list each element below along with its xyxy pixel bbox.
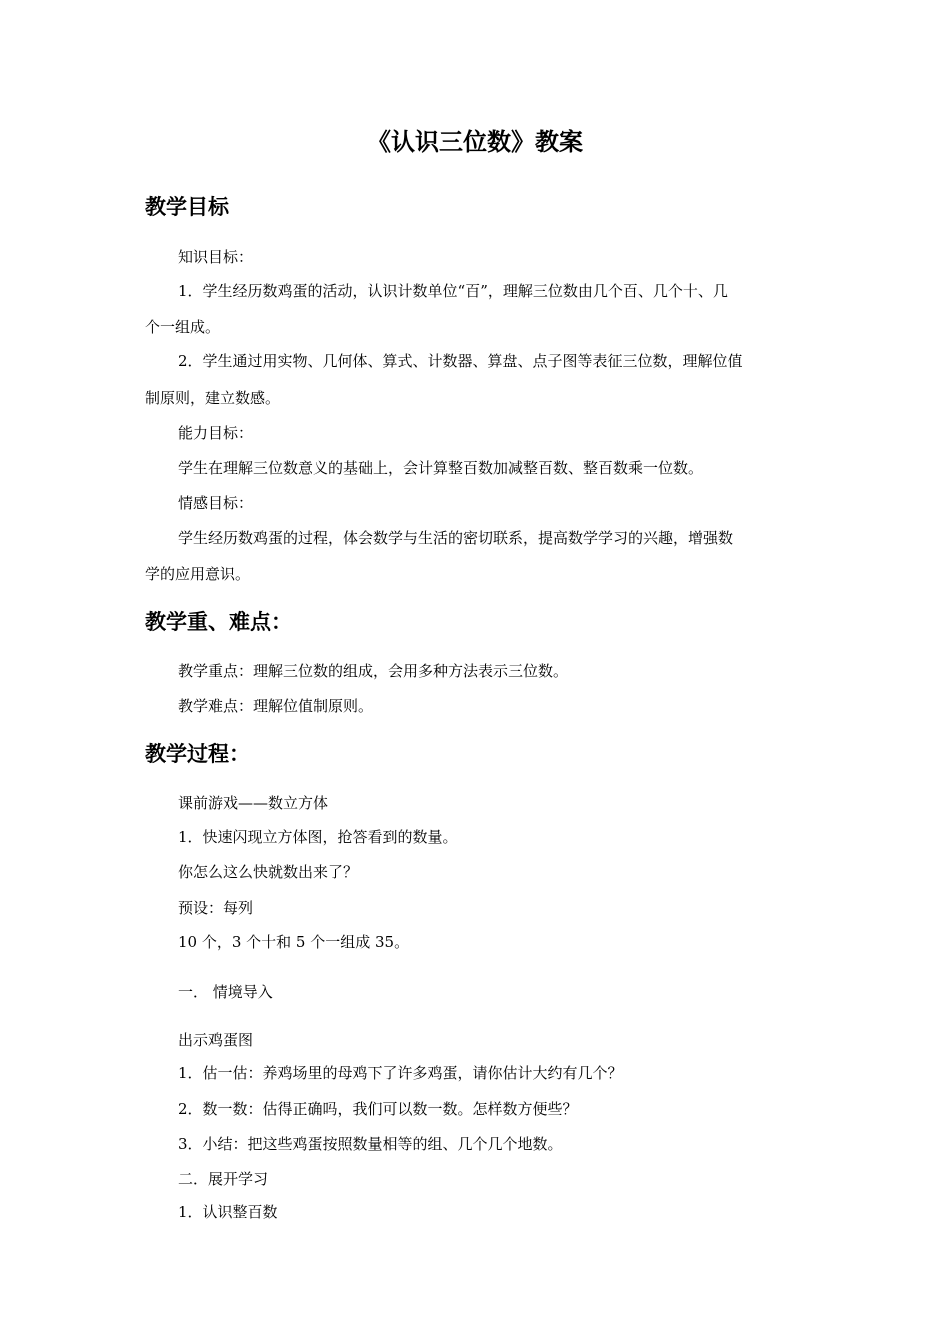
- part-1-step-2: 2．数一数：估得正确吗，我们可以数一数。怎样数方便些？: [178, 1100, 578, 1118]
- emotion-goal-label: 情感目标：: [178, 494, 254, 512]
- part-1-step-3: 3．小结：把这些鸡蛋按照数量相等的组、几个几个地数。: [178, 1135, 563, 1153]
- ability-goal-label: 能力目标：: [178, 424, 254, 442]
- document-title: 《认识三位数》教案: [367, 128, 583, 156]
- emotion-goal-line-1: 学生经历数鸡蛋的过程，体会数学与生活的密切联系，提高数学学习的兴趣，增强数: [178, 529, 734, 547]
- preset-answer: 10 个，3 个十和 5 个一组成 35。: [178, 933, 410, 951]
- part-1-step-1: 1．估一估：养鸡场里的母鸡下了许多鸡蛋，请你估计大约有几个？: [178, 1064, 623, 1082]
- knowledge-goal-1-line-1: 1．学生经历数鸡蛋的活动，认识计数单位“百”，理解三位数由几个百、几个十、几: [178, 282, 728, 300]
- knowledge-goal-2-line-1: 2．学生通过用实物、几何体、算式、计数器、算盘、点子图等表征三位数，理解位值: [178, 352, 743, 370]
- key-point-text: 教学重点：理解三位数的组成，会用多种方法表示三位数。: [178, 662, 569, 680]
- knowledge-goal-2-line-2: 制原则，建立数感。: [145, 389, 281, 407]
- ability-goal-text: 学生在理解三位数意义的基础上，会计算整百数加减整百数、整百数乘一位数。: [178, 459, 704, 477]
- part-2-step-1: 1．认识整百数: [178, 1203, 278, 1221]
- knowledge-goal-1-line-2: 个一组成。: [145, 318, 221, 336]
- preset-label: 预设：每列: [178, 899, 254, 917]
- emotion-goal-line-2: 学的应用意识。: [145, 565, 251, 583]
- pre-class-game-title: 课前游戏——数立方体: [178, 794, 329, 812]
- heading-teaching-goals: 教学目标: [145, 195, 229, 219]
- show-egg-picture: 出示鸡蛋图: [178, 1031, 254, 1049]
- knowledge-goal-label: 知识目标：: [178, 248, 254, 266]
- game-step-1: 1．快速闪现立方体图，抢答看到的数量。: [178, 828, 458, 846]
- heading-teaching-process: 教学过程：: [145, 742, 250, 766]
- part-2-title: 二．展开学习: [178, 1170, 269, 1188]
- game-question: 你怎么这么快就数出来了？: [178, 863, 359, 881]
- difficult-point-text: 教学难点：理解位值制原则。: [178, 697, 374, 715]
- heading-key-points: 教学重、难点：: [145, 610, 292, 634]
- part-1-title: 一． 情境导入: [178, 983, 273, 1001]
